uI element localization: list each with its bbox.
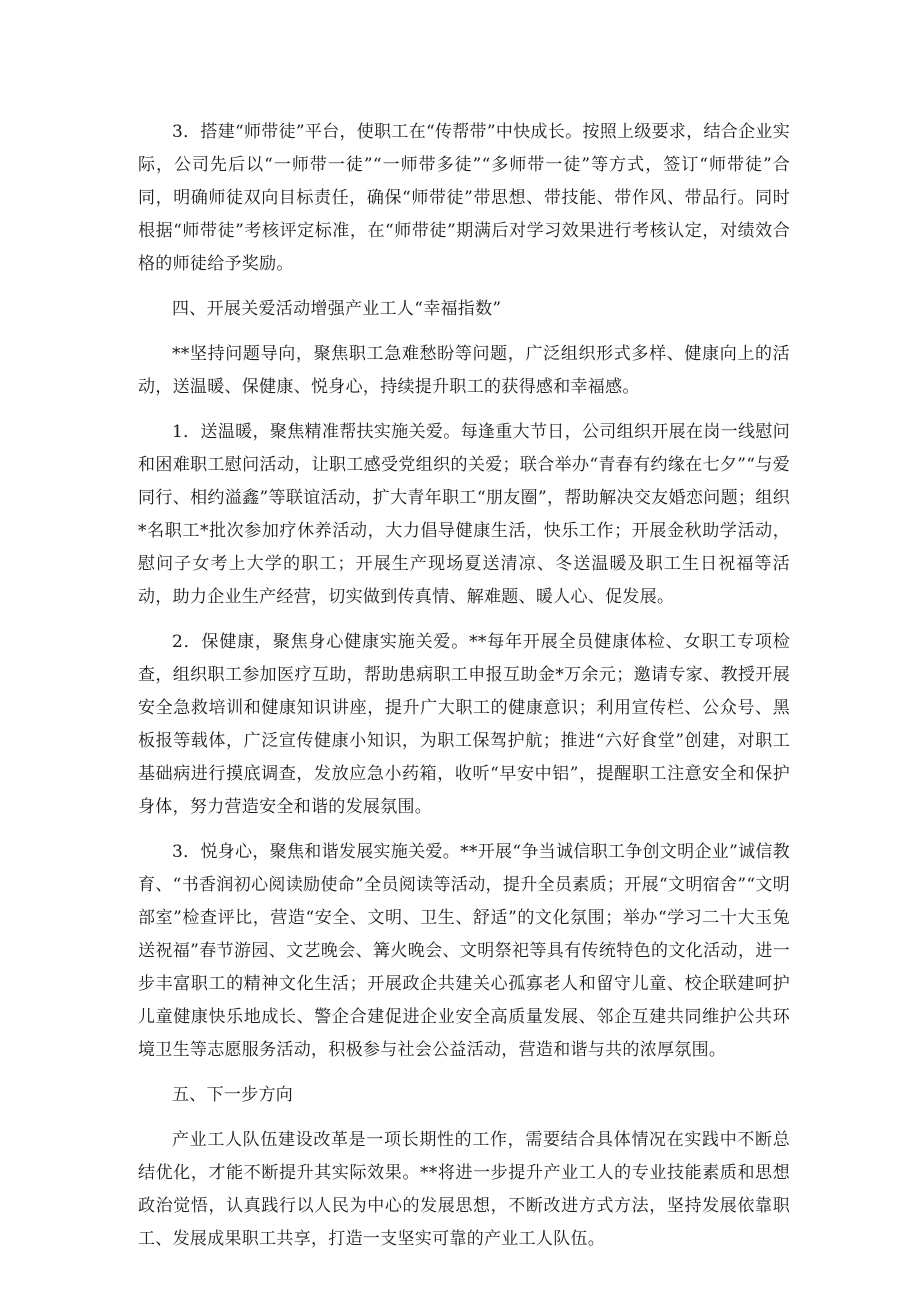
section-heading-care-activities: 四、开展关爱活动增强产业工人“幸福指数”: [172, 299, 502, 319]
paragraph-next-steps: 产业工人队伍建设改革是一项长期性的工作，需要结合具体情况在实践中不断总结优化，才能不断提升其实际效果。**将进一步提升产业工人的专业技能素质和思想政治觉悟，认真践行以人民为中心的发展思想，不断改进方式方法，坚持发展依靠职工、发展成果职工共享，打造一支坚实可靠的产业工人队伍。: [138, 1130, 790, 1249]
paragraph-wellbeing: 3．悦身心，聚焦和谐发展实施关爱。**开展“争当诚信职工争创文明企业”诚信教育、“书香润初心阅读励使命”全员阅读等活动，提升全员素质；开展“文明宿舍”“文明部室”检查评比，营造“安全、文明、卫生、舒适”的文化氛围；举办“学习二十大玉兔送祝福”春节游园、文艺晚会、篝火晚会、文明祭祀等具有传统特色的文化活动，进一步丰富职工的精神文化生活；开展政企共建关心孤寡老人和留守儿童、校企联建呵护儿童健康快乐地成长、警企合建促进企业安全高质量发展、邻企互建共同维护公共环境卫生等志愿服务活动，积极参与社会公益活动，营造和谐与共的浓厚氛围。: [138, 842, 790, 1060]
section-heading-next-steps: 五、下一步方向: [172, 1085, 294, 1105]
document-page: [138, 116, 790, 1268]
paragraph-health: 2．保健康，聚焦身心健康实施关爱。**每年开展全员健康体检、女职工专项检查，组织职工参加医疗互助，帮助患病职工申报互助金*万余元；邀请专家、教授开展安全急救培训和健康知识讲座，提升广大职工的健康意识；利用宣传栏、公众号、黑板报等载体，广泛宣传健康小知识，为职工保驾护航；推进“六好食堂”创建，对职工基础病进行摸底调查，发放应急小药箱，收听“早安中铝”，提醒职工注意安全和保护身体，努力营造安全和谐的发展氛围。: [138, 632, 790, 817]
paragraph-send-warmth: 1．送温暖，聚焦精准帮扶实施关爱。每逢重大节日，公司组织开展在岗一线慰问和困难职工慰问活动，让职工感受党组织的关爱；联合举办“青春有约缘在七夕”“与爱同行、相约溢鑫”等联谊活动，扩大青年职工“朋友圈”，帮助解决交友婚恋问题；组织*名职工*批次参加疗休养活动，大力倡导健康生活，快乐工作；开展金秋助学活动，慰问子女考上大学的职工；开展生产现场夏送清凉、冬送温暖及职工生日祝福等活动，助力企业生产经营，切实做到传真情、解难题、暖人心、促发展。: [138, 422, 790, 607]
paragraph-care-intro: **坚持问题导向，聚焦职工急难愁盼等问题，广泛组织形式多样、健康向上的活动，送温暖、保健康、悦身心，持续提升职工的获得感和幸福感。: [138, 344, 790, 397]
paragraph-mentorship: 3．搭建“师带徒”平台，使职工在“传帮带”中快成长。按照上级要求，结合企业实际，公司先后以“一师带一徒”“一师带多徒”“多师带一徒”等方式，签订“师带徒”合同，明确师徒双向目标责任，确保“师带徒”带思想、带技能、带作风、带品行。同时根据“师带徒”考核评定标准，在“师带徒”期满后对学习效果进行考核认定，对绩效合格的师徒给予奖励。: [138, 122, 790, 274]
